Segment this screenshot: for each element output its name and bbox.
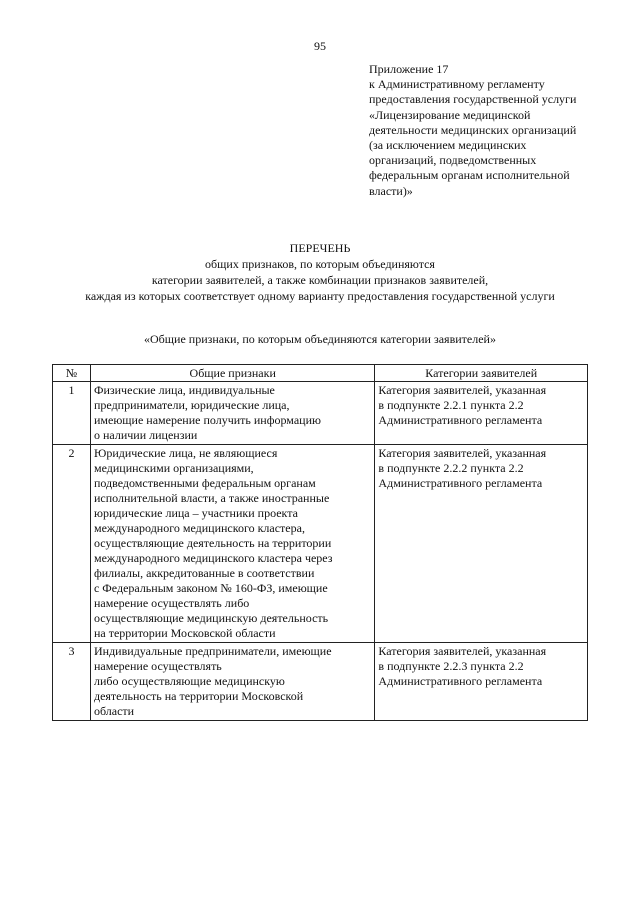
title-heading: ПЕРЕЧЕНЬ bbox=[289, 241, 351, 255]
header-features: Общие признаки bbox=[90, 365, 374, 382]
appendix-line: к Административному регламенту bbox=[369, 77, 545, 92]
header-number: № bbox=[53, 365, 91, 382]
feature-line: юридические лица – участники проекта bbox=[93, 506, 298, 520]
table-header-row bbox=[53, 365, 588, 382]
feature-line: осуществляющие деятельность на территории bbox=[93, 536, 332, 550]
appendix-note bbox=[369, 62, 619, 199]
category-line: в подпункте 2.2.3 пункта 2.2 bbox=[378, 659, 524, 673]
appendix-line: федеральным органам исполнительной bbox=[369, 168, 570, 183]
row-features bbox=[90, 643, 374, 721]
feature-line: Юридические лица, не являющиеся bbox=[93, 446, 278, 460]
row-features bbox=[90, 445, 374, 643]
document-title bbox=[0, 240, 640, 304]
feature-line: намерение осуществлять либо bbox=[93, 596, 250, 610]
feature-line: намерение осуществлять bbox=[93, 659, 222, 673]
category-line: в подпункте 2.2.2 пункта 2.2 bbox=[378, 461, 524, 475]
row-features bbox=[90, 382, 374, 445]
feature-line: Индивидуальные предприниматели, имеющие bbox=[93, 644, 332, 658]
feature-line: с Федеральным законом № 160-ФЗ, имеющие bbox=[93, 581, 328, 595]
category-line: Административного регламента bbox=[378, 413, 543, 427]
title-line: категории заявителей, а также комбинации признаков заявителей, bbox=[151, 273, 489, 287]
category-line: Категория заявителей, указанная bbox=[378, 446, 547, 460]
appendix-line: Приложение 17 bbox=[369, 62, 449, 76]
category-line: Категория заявителей, указанная bbox=[378, 383, 547, 397]
appendix-line: деятельности медицинских организаций bbox=[369, 122, 577, 137]
header-categories: Категории заявителей bbox=[375, 365, 588, 382]
feature-line: на территории Московской области bbox=[93, 626, 276, 640]
row-category bbox=[375, 382, 588, 445]
feature-line: о наличии лицензии bbox=[93, 428, 198, 442]
row-number: 2 bbox=[53, 445, 91, 643]
category-line: в подпункте 2.2.1 пункта 2.2 bbox=[378, 398, 524, 412]
title-line: каждая из которых соответствует одному варианту предоставления государственной услуги bbox=[85, 289, 555, 303]
appendix-line: организаций, подведомственных bbox=[369, 153, 537, 168]
appendix-line: «Лицензирование медицинской bbox=[369, 107, 531, 122]
table-body bbox=[53, 382, 588, 721]
row-number: 1 bbox=[53, 382, 91, 445]
applicant-categories-table bbox=[52, 364, 588, 721]
title-line: общих признаков, по которым объединяются bbox=[205, 257, 435, 271]
row-category bbox=[375, 445, 588, 643]
feature-line: области bbox=[93, 704, 135, 718]
feature-line: предприниматели, юридические лица, bbox=[93, 398, 290, 412]
feature-line: осуществляющие медицинскую деятельность bbox=[93, 611, 329, 625]
appendix-line: предоставления государственной услуги bbox=[369, 92, 577, 107]
page-number: 95 bbox=[314, 39, 326, 53]
appendix-line: власти)» bbox=[369, 183, 413, 198]
category-line: Категория заявителей, указанная bbox=[378, 644, 547, 658]
category-line: Административного регламента bbox=[378, 476, 543, 490]
feature-line: подведомственными федеральным органам bbox=[93, 476, 316, 490]
feature-line: международного медицинского кластера, bbox=[93, 521, 305, 535]
feature-line: либо осуществляющие медицинскую bbox=[93, 674, 285, 688]
table-row bbox=[53, 382, 588, 445]
feature-line: исполнительной власти, а также иностранные bbox=[93, 491, 330, 505]
table-row bbox=[53, 643, 588, 721]
table-row bbox=[53, 445, 588, 643]
appendix-line: (за исключением медицинских bbox=[369, 138, 527, 153]
feature-line: медицинскими организациями, bbox=[93, 461, 254, 475]
feature-line: деятельность на территории Московской bbox=[93, 689, 304, 703]
row-number: 3 bbox=[53, 643, 91, 721]
category-line: Административного регламента bbox=[378, 674, 543, 688]
row-category bbox=[375, 643, 588, 721]
feature-line: филиалы, аккредитованные в соответствии bbox=[93, 566, 315, 580]
table-caption: «Общие признаки, по которым объединяются категории заявителей» bbox=[144, 332, 496, 346]
feature-line: имеющие намерение получить информацию bbox=[93, 413, 321, 427]
feature-line: международного медицинского кластера через bbox=[93, 551, 333, 565]
feature-line: Физические лица, индивидуальные bbox=[93, 383, 275, 397]
